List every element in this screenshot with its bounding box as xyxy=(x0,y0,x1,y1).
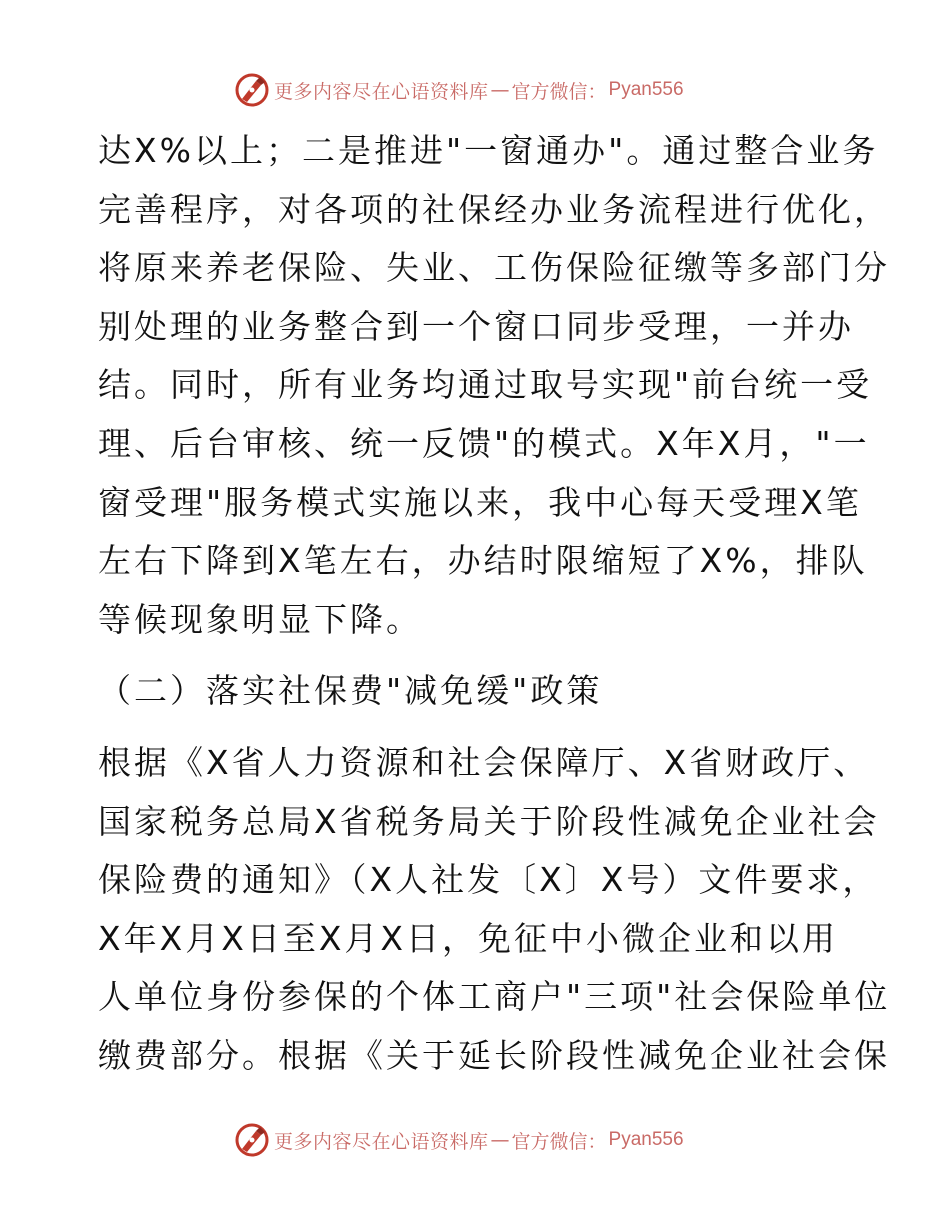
body-line: 结。同时，所有业务均通过取号实现"前台统一受 xyxy=(98,365,873,405)
body-line: 缴费部分。根据《关于延长阶段性减免企业社会保 xyxy=(98,1035,890,1075)
body-line: 理、后台审核、统一反馈"的模式。X年X月，"一 xyxy=(98,423,870,463)
body-line: 别处理的业务整合到一个窗口同步受理，一并办 xyxy=(98,306,854,346)
header-banner-separator: — xyxy=(490,79,510,101)
body-line: 根据《X省人力资源和社会保障厅、X省财政厅、 xyxy=(98,742,870,782)
pen-logo-icon xyxy=(234,1122,270,1158)
section-heading: （二）落实社保费"减免缓"政策 xyxy=(98,671,603,711)
body-text xyxy=(98,122,891,1086)
header-wechat-id: Pyan556 xyxy=(608,79,684,100)
body-line: 将原来养老保险、失业、工伤保险征缴等多部门分 xyxy=(98,248,890,288)
pen-logo-icon xyxy=(234,72,270,108)
header-banner xyxy=(234,70,684,110)
body-line: 人单位身份参保的个体工商户"三项"社会保险单位 xyxy=(98,977,891,1017)
footer-banner-separator: — xyxy=(490,1129,510,1151)
body-line: 等候现象明显下降。 xyxy=(98,599,422,639)
footer-banner xyxy=(234,1120,684,1160)
body-line: 完善程序，对各项的社保经办业务流程进行优化， xyxy=(98,189,890,229)
header-banner-text: 更多内容尽在心语资料库 xyxy=(274,80,489,103)
footer-wechat-id: Pyan556 xyxy=(608,1129,684,1150)
body-line: 窗受理"服务模式实施以来，我中心每天受理X笔 xyxy=(98,482,862,522)
footer-banner-text: 更多内容尽在心语资料库 xyxy=(274,1130,489,1153)
body-line: X年X月X日至X月X日，免征中小微企业和以用 xyxy=(98,918,839,958)
header-wechat-label: 官方微信： xyxy=(511,80,607,103)
footer-wechat-label: 官方微信： xyxy=(511,1130,607,1153)
body-line: 国家税务总局X省税务局关于阶段性减免企业社会 xyxy=(98,801,880,841)
body-line: 左右下降到X笔左右，办结时限缩短了X%，排队 xyxy=(98,541,868,581)
body-line: 达X%以上；二是推进"一窗通办"。通过整合业务 xyxy=(98,131,879,170)
body-line: 保险费的通知》（X人社发〔X〕X号）文件要求， xyxy=(98,860,879,900)
